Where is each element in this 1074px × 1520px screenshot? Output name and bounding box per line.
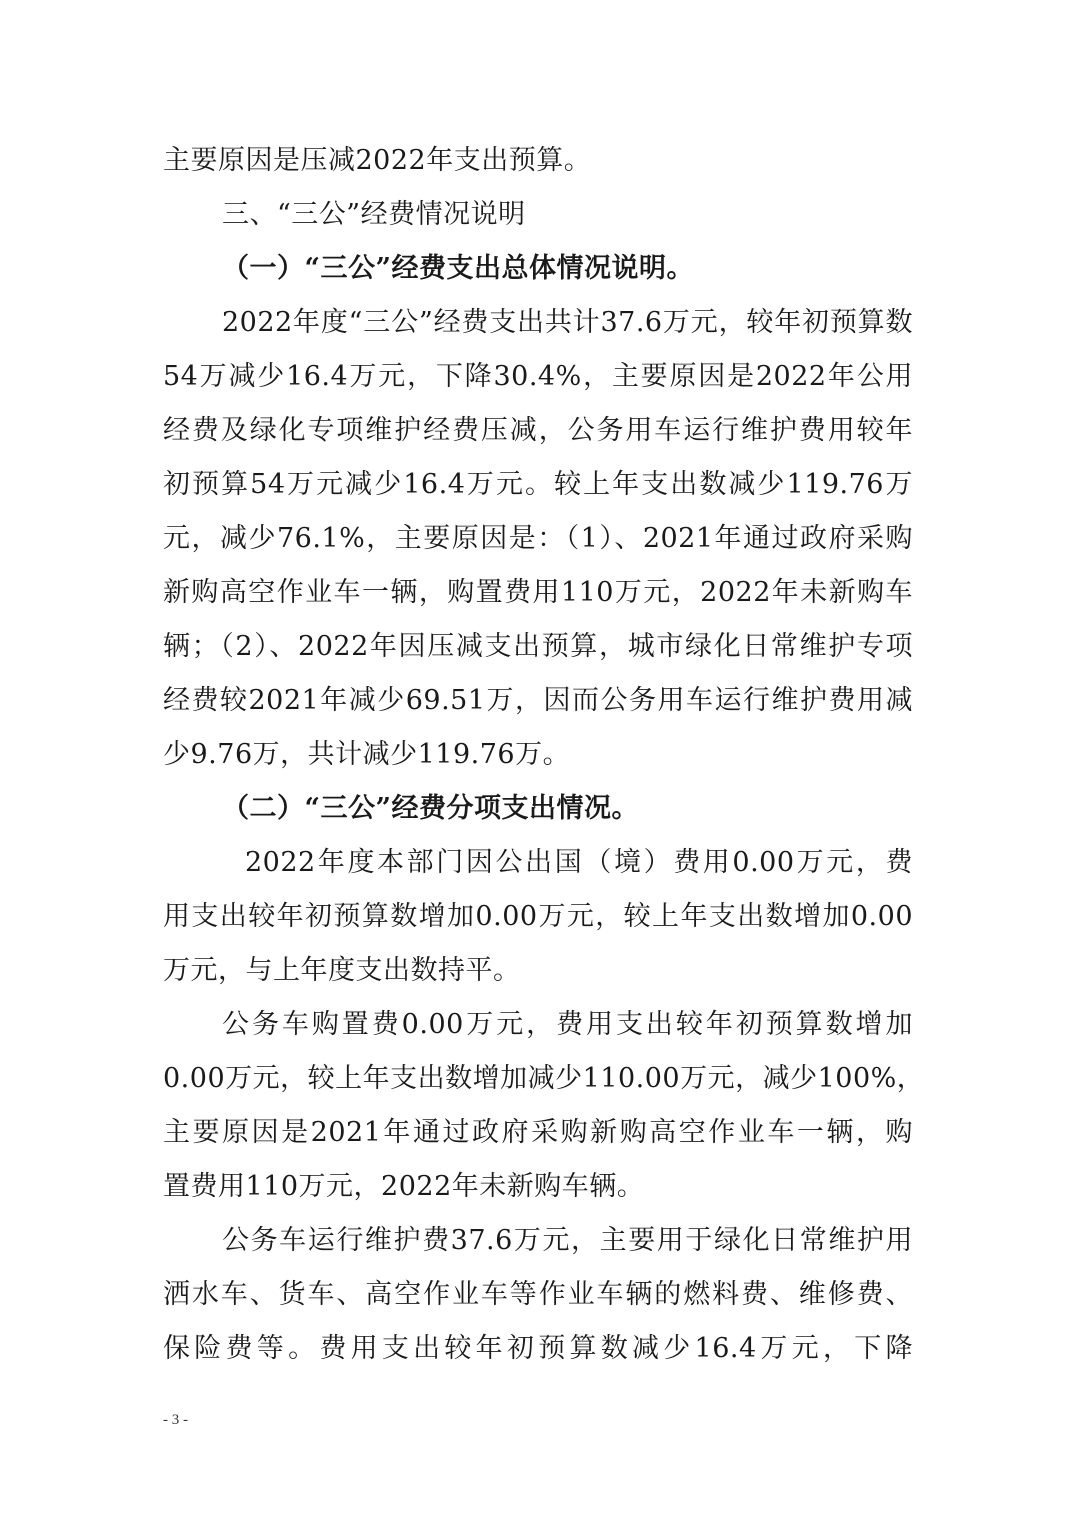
paragraph-line: 置费用110万元，2022年未新购车辆。 [163,1171,645,1202]
paragraph-line: 元，减少76.1%，主要原因是：（1）、2021年通过政府采购 [163,523,913,554]
paragraph-line: 2022年度“三公”经费支出共计37.6万元，较年初预算数 [222,307,913,338]
paragraph-line: 经费较2021年减少69.51万，因而公务用车运行维护费用减 [163,685,913,716]
paragraph-line: 保险费等。费用支出较年初预算数减少16.4万元，下降 [163,1333,913,1364]
paragraph-line: 0.00万元，较上年支出数增加减少110.00万元，减少100%， [163,1063,925,1094]
paragraph-line: 新购高空作业车一辆，购置费用110万元，2022年未新购车 [163,577,913,608]
paragraph-line: 主要原因是2021年通过政府采购新购高空作业车一辆，购 [163,1117,913,1148]
paragraph-line: 用支出较年初预算数增加0.00万元，较上年支出数增加0.00 [163,901,913,932]
paragraph-line: 公务车购置费0.00万元，费用支出较年初预算数增加 [222,1009,913,1040]
paragraph-line: 万元，与上年度支出数持平。 [163,955,521,986]
paragraph-line: 2022年度本部门因公出国（境）费用0.00万元，费 [245,847,913,878]
paragraph-line: 54万减少16.4万元，下降30.4%，主要原因是2022年公用 [163,361,913,392]
paragraph-line: 初预算54万元减少16.4万元。较上年支出数减少119.76万 [163,469,913,500]
paragraph-line: 经费及绿化专项维护经费压减，公务用车运行维护费用较年 [163,415,913,446]
paragraph-line: 主要原因是压减2022年支出预算。 [163,145,592,176]
subsection-heading: （一）“三公”经费支出总体情况说明。 [222,253,695,284]
paragraph-line: 少9.76万，共计减少119.76万。 [163,739,571,770]
paragraph-line: 辆；（2）、2022年因压减支出预算，城市绿化日常维护专项 [163,631,913,662]
paragraph-line: 公务车运行维护费37.6万元，主要用于绿化日常维护用 [222,1225,913,1256]
section-heading: 三、“三公”经费情况说明 [222,199,526,230]
subsection-heading: （二）“三公”经费分项支出情况。 [222,793,640,824]
page-number: - 3 - [163,1412,188,1428]
paragraph-line: 洒水车、货车、高空作业车等作业车辆的燃料费、维修费、 [163,1279,913,1310]
